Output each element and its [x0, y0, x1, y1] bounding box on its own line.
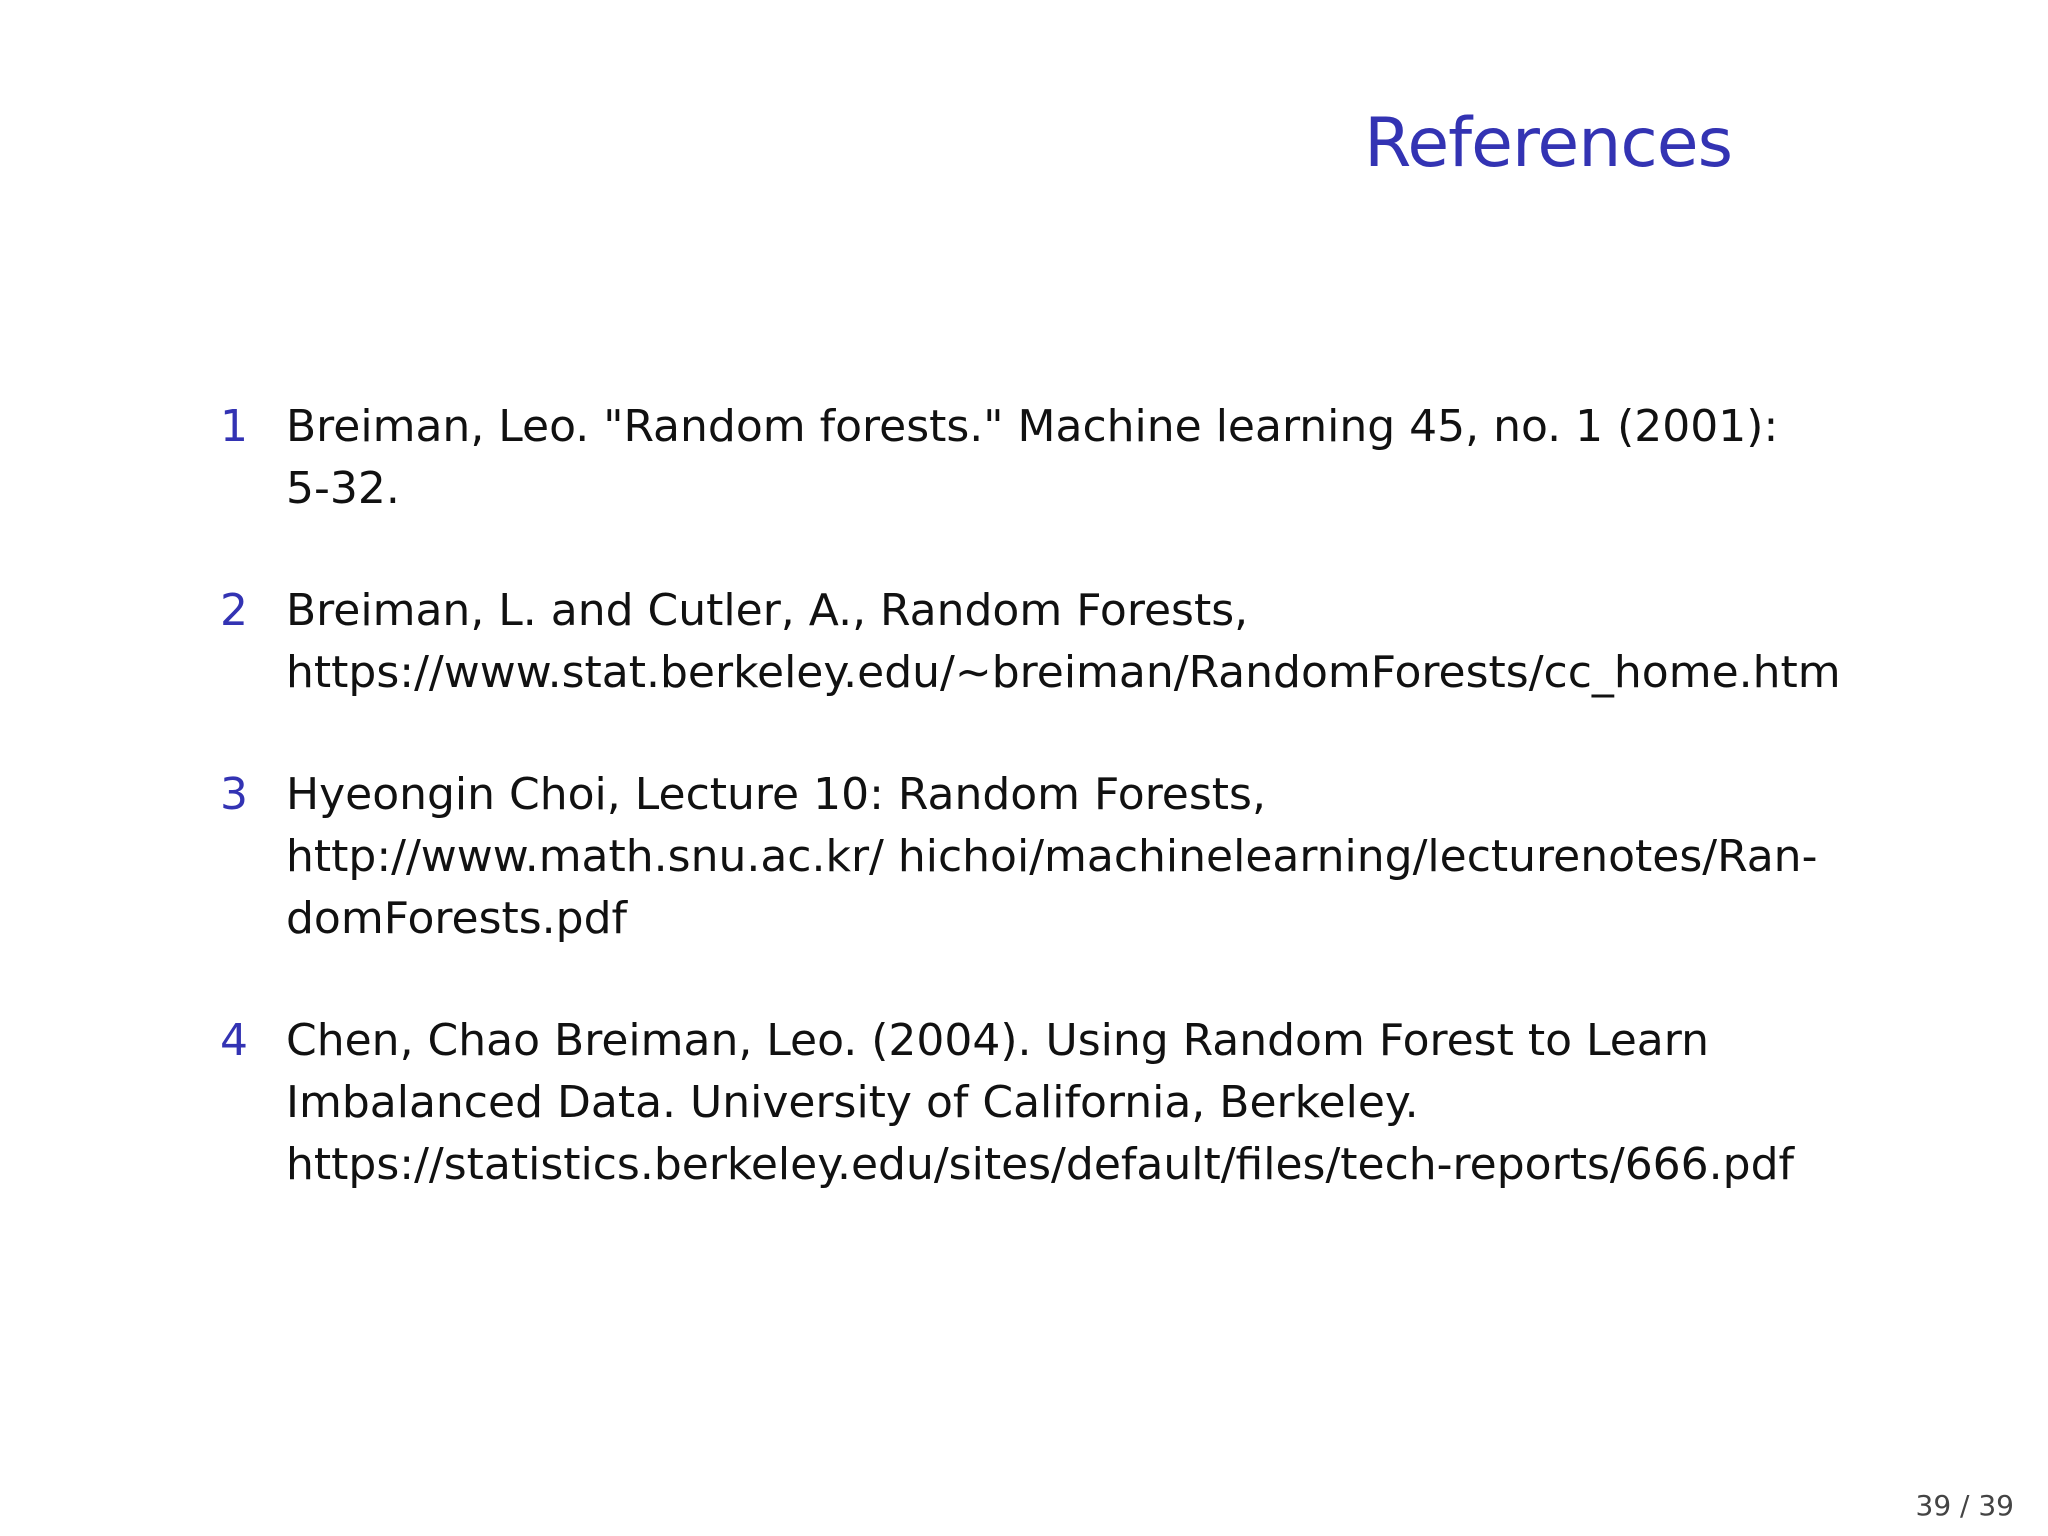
- references-list: [220, 396, 1880, 1256]
- reference-item-2: [220, 580, 1880, 704]
- reference-text: [286, 396, 1880, 520]
- reference-line: Breiman, L. and Cutler, A., Random Forests,: [286, 585, 1249, 636]
- reference-number: 3: [220, 769, 248, 820]
- reference-url[interactable]: https://statistics.berkeley.edu/sites/default/files/tech-reports/666.pdf: [286, 1139, 1795, 1190]
- reference-number: 1: [220, 401, 248, 452]
- page-number: 39 / 39: [1915, 1489, 2014, 1522]
- reference-item-4: [220, 1010, 1880, 1196]
- reference-line: Imbalanced Data. University of California, Berkeley.: [286, 1077, 1419, 1128]
- slide-title: References: [1364, 104, 1732, 183]
- reference-text: [286, 764, 1880, 950]
- reference-item-3: [220, 764, 1880, 950]
- reference-text: [286, 580, 1880, 704]
- reference-url-continuation[interactable]: domForests.pdf: [286, 893, 627, 944]
- reference-item-1: [220, 396, 1880, 520]
- reference-line: Chen, Chao Breiman, Leo. (2004). Using Random Forest to Learn: [286, 1015, 1709, 1066]
- reference-line: 5-32.: [286, 463, 400, 514]
- reference-number: 2: [220, 585, 248, 636]
- reference-number: 4: [220, 1015, 248, 1066]
- reference-text: [286, 1010, 1880, 1196]
- reference-line: Hyeongin Choi, Lecture 10: Random Forests,: [286, 769, 1266, 820]
- reference-url[interactable]: https://www.stat.berkeley.edu/∼breiman/RandomForests/cc_home.htm: [286, 647, 1841, 698]
- reference-url[interactable]: http://www.math.snu.ac.kr/ hichoi/machinelearning/lecturenotes/Ran-: [286, 831, 1818, 882]
- reference-line: Breiman, Leo. "Random forests." Machine learning 45, no. 1 (2001):: [286, 401, 1779, 452]
